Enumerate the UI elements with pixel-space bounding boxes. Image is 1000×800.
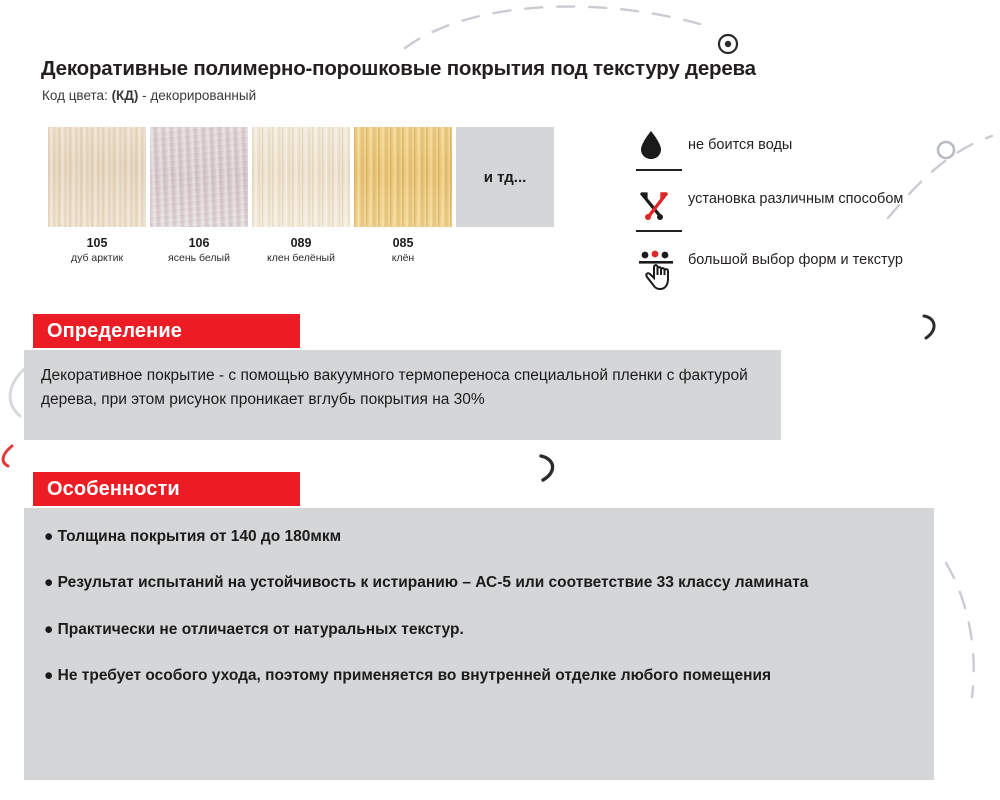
page-title: Декоративные полимерно-порошковые покрытия под текстуру дерева [41,57,756,80]
feature-label: большой выбор форм и текстур [688,252,903,268]
decorative-comma-right [918,310,944,344]
swatch-texture-089 [252,127,350,227]
swatch-item[interactable] [150,127,248,265]
swatch-texture-085 [354,127,452,227]
divider [636,230,682,232]
swatch-name: ясень белый [168,251,230,264]
page-subtitle [42,88,256,103]
feature-bullet: ● Не требует особого ухода, поэтому применяется во внутренней отделке любого помещения [44,667,772,685]
feature-item-water [636,128,966,174]
swatch-more-label: и тд... [456,127,554,227]
swatch-code: 085 [392,236,414,250]
swatch-item[interactable] [252,127,350,265]
subtitle-prefix: Код цвета: [42,88,112,103]
swatch-name: клен белёный [267,251,335,264]
hand-pointing-icon [637,250,681,294]
decorative-comma-middle [534,450,564,486]
feature-bullet: ● Толщина покрытия от 140 до 180мкм [44,528,342,545]
decorative-dashed-curve-top [400,0,760,60]
swatch-code: 106 [188,236,210,250]
decorative-dashed-curve-lower-right [938,555,1000,705]
swatch-code: 089 [290,236,312,250]
color-swatch-list [48,127,554,265]
divider [636,169,682,171]
swatch-caption [354,236,452,265]
feature-bullet: ● Практически не отличается от натуральных текстур. [44,620,464,638]
subtitle-code: (КД) [111,88,139,103]
water-drop-icon [636,128,666,162]
section-body-definition: Декоративное покрытие - с помощью вакуумного термопереноса специальной пленки с фактурой дерева, при этом рисунок проникает вглубь покрытия на 30% [24,350,781,440]
feature-list [636,128,966,314]
feature-bullet: ● Результат испытаний на устойчивость к истиранию – АС-5 или соответствие 33 классу ламината [44,574,809,592]
feature-icon-wrap [636,128,682,171]
swatch-item[interactable] [48,127,146,265]
section-tab-features: Особенности [33,472,300,506]
swatch-caption [48,236,146,265]
section-tab-definition: Определение [33,314,300,348]
feature-icon-wrap [636,250,682,299]
swatch-caption [150,236,248,265]
swatch-caption [252,236,350,265]
swatch-texture-105 [48,127,146,227]
feature-label: не боится воды [688,137,793,153]
section-body-features [24,508,934,780]
feature-icon-wrap [636,189,682,232]
swatch-item-more[interactable] [456,127,554,265]
swatch-texture-106 [150,127,248,227]
subtitle-suffix: - декорированный [138,88,257,103]
decorative-dot-top [716,32,740,56]
feature-item-installation [636,189,966,235]
feature-item-variety [636,250,966,299]
swatch-code: 105 [86,236,108,250]
tools-wrench-screwdriver-icon [636,189,674,223]
swatch-name: клён [391,251,415,264]
swatch-item[interactable] [354,127,452,265]
swatch-name: дуб арктик [70,251,124,264]
feature-label: установка различным способом [688,191,904,207]
